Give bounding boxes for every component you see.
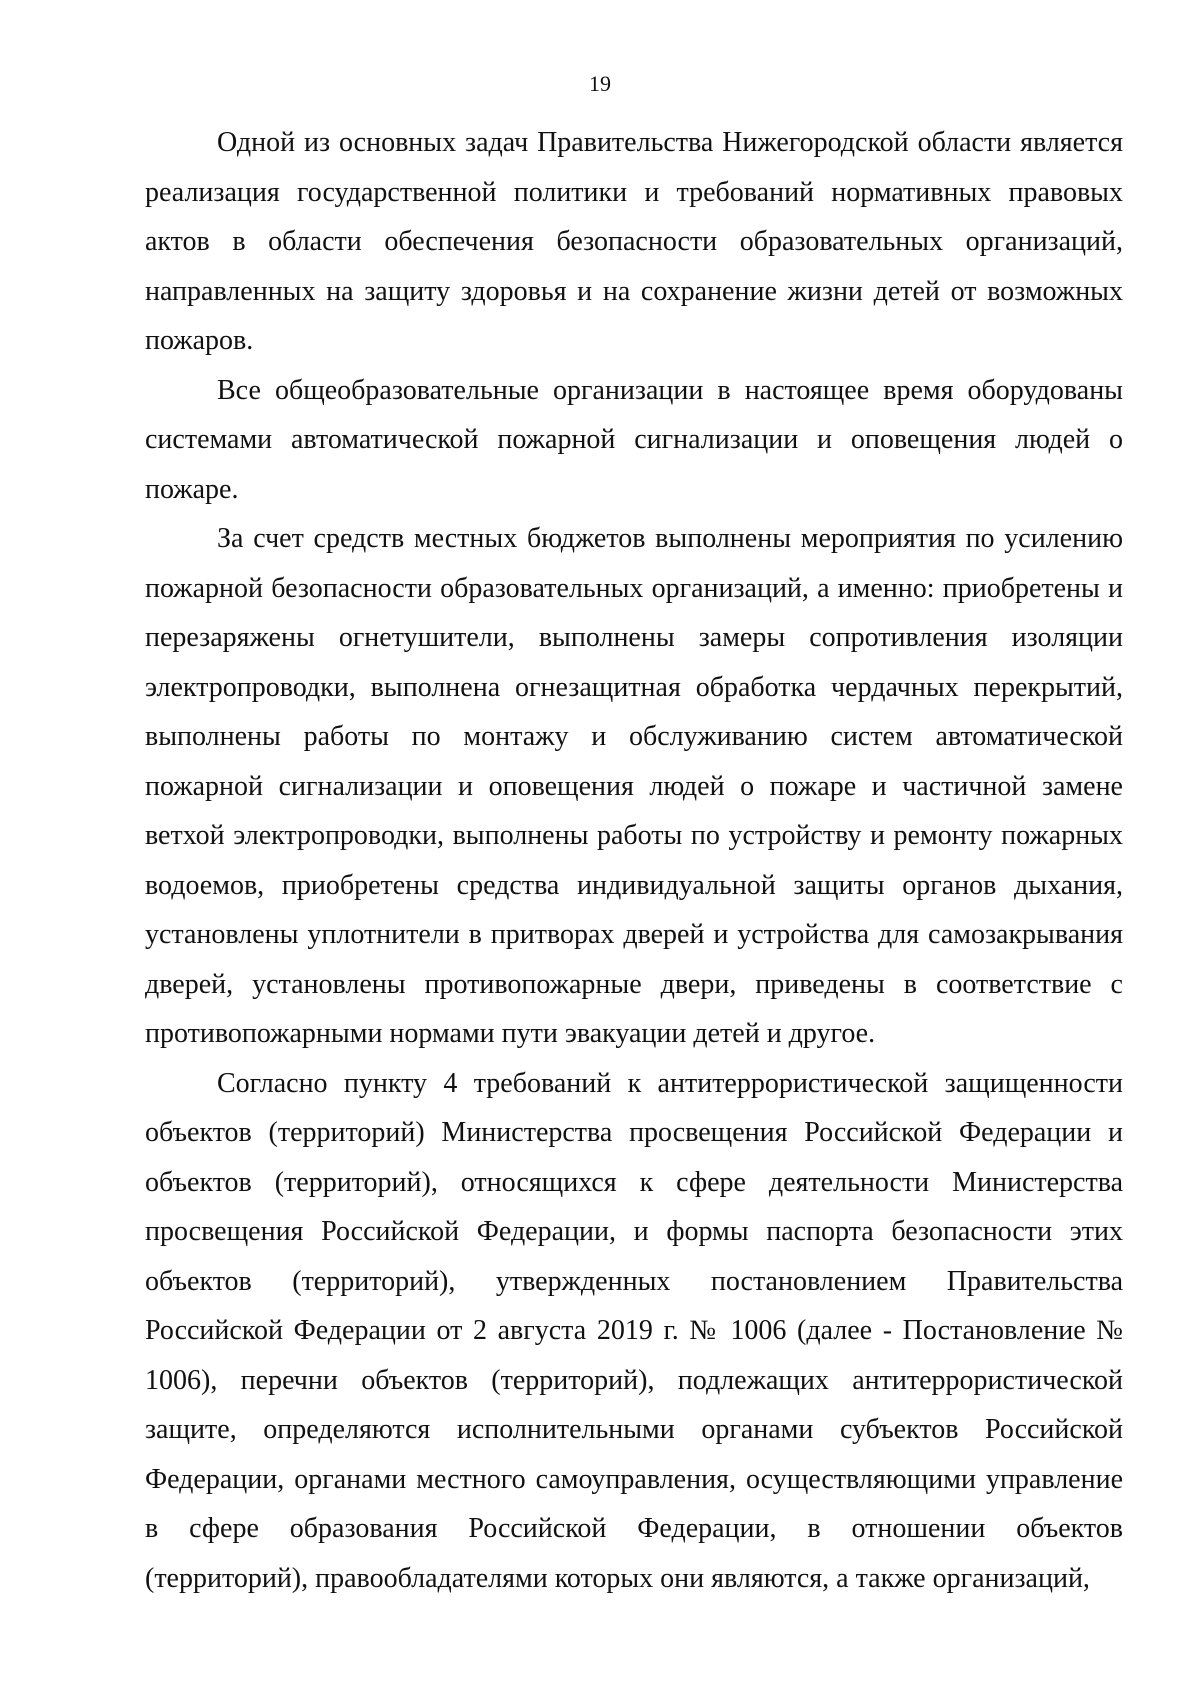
paragraph-fire-alarm-systems: Все общеобразовательные организации в настоящее время оборудованы системами автоматической пожарной сигнализации и оповещения людей о пожаре. xyxy=(145,374,1123,505)
paragraph-antiterrorism-requirements: Согласно пункту 4 требований к антитеррористической защищенности объектов (территорий) Министерства просвещения Российской Федерации и объектов (территорий), относящихся к сфере деятельности Министерства просвещения Российской Федерации, и формы паспорта безопасности этих объектов (территорий), утвержденных постановлением Правительства Российской Федерации от 2 августа 2019 г. № 1006 (далее - Постановление № 1006), перечни объектов (территорий), подлежащих антитеррористической защите, определяются исполнительными органами субъектов Российской Федерации, органами местного самоуправления, осуществляющими управление в сфере образования Российской Федерации, в отношении объектов (территорий), правообладателями которых они являются, а также организаций, xyxy=(145,1067,1123,1594)
document-body xyxy=(145,118,1123,1603)
paragraph-fire-safety-tasks: Одной из основных задач Правительства Нижегородской области является реализация государственной политики и требований нормативных правовых актов в области обеспечения безопасности образовательных организаций, направленных на защиту здоровья и на сохранение жизни детей от возможных пожаров. xyxy=(145,127,1123,356)
page-number: 19 xyxy=(589,71,611,96)
paragraph-local-budget-measures: За счет средств местных бюджетов выполнены мероприятия по усилению пожарной безопасности образовательных организаций, а именно: приобретены и перезаряжены огнетушители, выполнены замеры сопротивления изоляции электропроводки, выполнена огнезащитная обработка чердачных перекрытий, выполнены работы по монтажу и обслуживанию систем автоматической пожарной сигнализации и оповещения людей о пожаре и частичной замене ветхой электропроводки, выполнены работы по устройству и ремонту пожарных водоемов, приобретены средства индивидуальной защиты органов дыхания, установлены уплотнители в притворах дверей и устройства для самозакрывания дверей, установлены противопожарные двери, приведены в соответствие с противопожарными нормами пути эвакуации детей и другое. xyxy=(145,523,1123,1049)
